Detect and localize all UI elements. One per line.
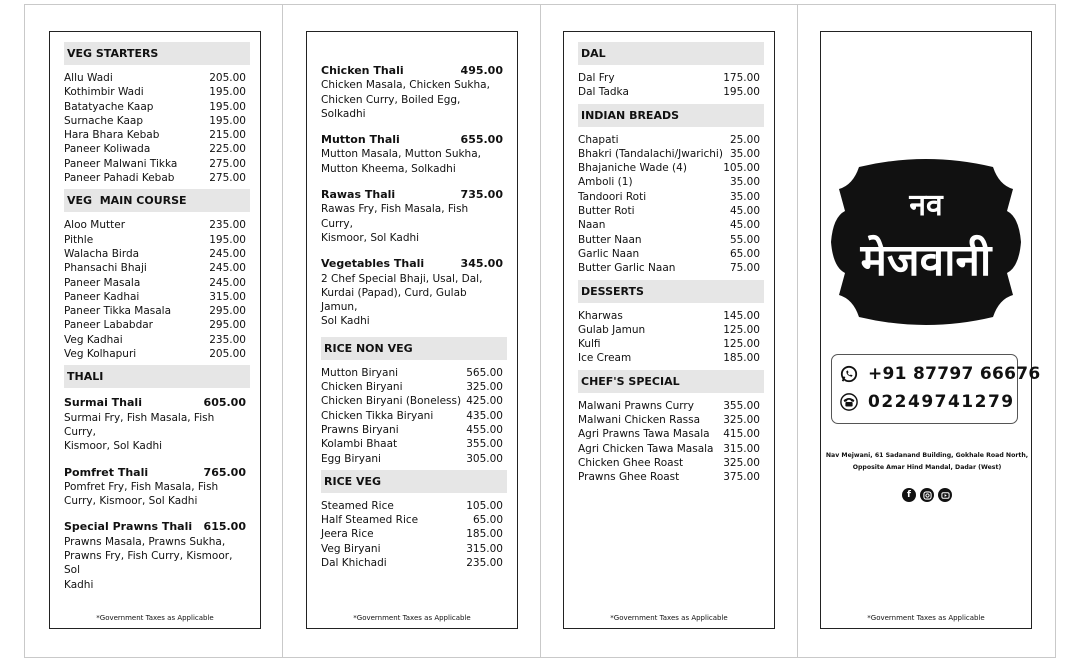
item-name: Paneer Pahadi Kebab [64, 172, 175, 185]
thali-name: Chicken Thali [321, 64, 404, 77]
menu-item [578, 442, 764, 456]
item-name: Kulfi [578, 338, 601, 351]
item-name: Paneer Masala [64, 276, 141, 289]
item-price: 315.00 [723, 442, 760, 455]
instagram-icon[interactable] [920, 488, 934, 502]
item-price: 125.00 [723, 338, 760, 351]
menu-item [321, 437, 507, 451]
menu-item [321, 499, 507, 513]
restaurant-address: Nav Mejwani, 61 Sadanand Building, Gokhale Road North, Opposite Amar Hind Mandal, Dadar (West) [825, 452, 1029, 471]
item-price: 295.00 [209, 305, 246, 318]
section-heading: INDIAN BREADS [578, 104, 764, 127]
menu-item [321, 452, 507, 466]
item-name: Batatyache Kaap [64, 100, 154, 113]
tax-note: *Government Taxes as Applicable [610, 614, 728, 622]
menu-item [578, 456, 764, 470]
tax-note: *Government Taxes as Applicable [353, 614, 471, 622]
menu-panel-2 [306, 31, 518, 629]
thali-description: Kismoor, Sol Kadhi [321, 231, 420, 244]
item-name: Agri Chicken Tawa Masala [578, 442, 714, 455]
item-price: 235.00 [209, 219, 246, 232]
thali-item [321, 188, 507, 245]
rice-non-veg-section [321, 337, 507, 466]
thali-name: Pomfret Thali [64, 465, 149, 479]
menu-item [578, 71, 764, 85]
item-price: 105.00 [466, 499, 503, 512]
landline-phone-row[interactable] [840, 392, 1015, 412]
item-name: Prawns Ghee Roast [578, 471, 680, 484]
item-price: 355.00 [723, 399, 760, 412]
item-price: 425.00 [466, 395, 503, 408]
thali-price: 655.00 [460, 133, 503, 147]
thali-price: 345.00 [460, 257, 503, 271]
item-name: Amboli (1) [578, 176, 633, 189]
thali-name: Special Prawns Thali [64, 520, 193, 534]
menu-item [64, 157, 250, 171]
mobile-number: +91 87797 66676 [868, 364, 1041, 384]
section-heading: VEG STARTERS [64, 42, 250, 65]
item-price: 35.00 [729, 190, 760, 203]
item-price: 35.00 [729, 147, 760, 160]
item-price: 455.00 [466, 423, 503, 436]
menu-item [321, 527, 507, 541]
item-price: 245.00 [209, 247, 246, 260]
contact-box [831, 354, 1041, 424]
thali-item [64, 466, 250, 509]
menu-item [578, 161, 764, 175]
item-price: 25.00 [729, 133, 760, 146]
item-name: Kolambi Bhaat [321, 438, 398, 451]
item-price: 145.00 [723, 309, 760, 322]
thali-description: Kismoor, Sol Kadhi [64, 440, 163, 453]
item-name: Veg Biryani [321, 542, 381, 555]
thali-price: 765.00 [203, 465, 246, 479]
thali-description: Kadhi [64, 578, 94, 591]
item-name: Butter Naan [578, 233, 642, 246]
item-name: Aloo Mutter [64, 219, 126, 232]
mobile-phone-row[interactable] [840, 364, 1041, 384]
item-price: 315.00 [466, 542, 503, 555]
menu-item [64, 233, 250, 247]
menu-item [578, 413, 764, 427]
thali-item [321, 64, 507, 121]
indian-breads-section [578, 104, 764, 276]
menu-item [321, 366, 507, 380]
thali-item [321, 257, 507, 328]
item-name: Hara Bhara Kebab [64, 129, 160, 142]
section-heading: CHEF'S SPECIAL [578, 370, 764, 393]
item-price: 195.00 [209, 233, 246, 246]
item-price: 55.00 [729, 233, 760, 246]
thali-item [321, 133, 507, 176]
menu-item [64, 85, 250, 99]
item-name: Paneer Koliwada [64, 143, 151, 156]
non-veg-thali-section [321, 64, 507, 329]
section-heading: DAL [578, 42, 764, 65]
item-price: 185.00 [723, 352, 760, 365]
item-name: Jeera Rice [321, 528, 374, 541]
item-name: Tandoori Roti [578, 190, 647, 203]
item-name: Veg Kolhapuri [64, 348, 137, 361]
thali-description: Sol Kadhi [321, 315, 370, 328]
thali-description: Kurdai (Papad), Curd, Gulab Jamun, [321, 286, 467, 314]
item-price: 185.00 [466, 528, 503, 541]
section-heading: RICE NON VEG [321, 337, 507, 360]
item-name: Chicken Biryani [321, 381, 403, 394]
item-name: Kharwas [578, 309, 623, 322]
menu-item [64, 247, 250, 261]
item-price: 225.00 [209, 143, 246, 156]
item-name: Butter Roti [578, 205, 635, 218]
thali-name: Vegetables Thali [321, 257, 425, 271]
item-price: 305.00 [466, 452, 503, 465]
item-name: Pithle [64, 233, 94, 246]
thali-name: Mutton Thali [321, 133, 400, 147]
menu-panel-1 [49, 31, 261, 629]
item-name: Bhakri (Tandalachi/Jwarichi) [578, 147, 723, 160]
menu-item [578, 470, 764, 484]
menu-item [578, 190, 764, 204]
menu-item [321, 423, 507, 437]
item-price: 45.00 [729, 205, 760, 218]
item-price: 245.00 [209, 262, 246, 275]
menu-item [321, 542, 507, 556]
fold-line [540, 4, 541, 658]
menu-item [64, 333, 250, 347]
menu-item [321, 409, 507, 423]
menu-panel-4 [820, 31, 1041, 629]
menu-item [578, 147, 764, 161]
item-name: Phansachi Bhaji [64, 262, 147, 275]
item-name: Bhajaniche Wade (4) [578, 162, 687, 175]
menu-item [578, 85, 764, 99]
thali-description: Rawas Fry, Fish Masala, Fish Curry, [321, 203, 469, 230]
thali-description: Prawns Masala, Prawns Sukha, [64, 535, 226, 548]
item-name: Paneer Malwani Tikka [64, 157, 178, 170]
menu-item [578, 261, 764, 275]
menu-item [578, 133, 764, 147]
menu-item [64, 318, 250, 332]
thali-description: Curry, Kismoor, Sol Kadhi [64, 495, 198, 508]
menu-item [321, 556, 507, 570]
item-price: 205.00 [209, 348, 246, 361]
menu-item [64, 128, 250, 142]
item-price: 75.00 [729, 262, 760, 275]
thali-section [64, 365, 250, 592]
item-price: 45.00 [729, 219, 760, 232]
item-name: Mutton Biryani [321, 366, 399, 379]
social-links [821, 488, 1033, 502]
section-heading: DESSERTS [578, 280, 764, 303]
item-price: 415.00 [723, 428, 760, 441]
item-price: 275.00 [209, 172, 246, 185]
item-price: 245.00 [209, 276, 246, 289]
item-name: Paneer Kadhai [64, 290, 140, 303]
veg-starters-section [64, 42, 250, 185]
menu-item [578, 323, 764, 337]
chefs-special-section [578, 370, 764, 485]
item-name: Malwani Chicken Rassa [578, 414, 701, 427]
item-price: 325.00 [723, 414, 760, 427]
menu-item [578, 399, 764, 413]
thali-item [64, 520, 250, 591]
item-name: Chicken Tikka Biryani [321, 409, 434, 422]
item-name: Garlic Naan [578, 247, 640, 260]
menu-item [578, 175, 764, 189]
facebook-icon[interactable]: f [902, 488, 916, 502]
item-name: Surnache Kaap [64, 114, 144, 127]
item-price: 105.00 [723, 162, 760, 175]
item-price: 195.00 [209, 114, 246, 127]
item-name: Dal Khichadi [321, 557, 387, 570]
menu-item [321, 394, 507, 408]
fold-line [282, 4, 283, 658]
item-name: Veg Kadhai [64, 333, 123, 346]
item-price: 195.00 [209, 86, 246, 99]
item-price: 235.00 [466, 557, 503, 570]
thali-description: Mutton Masala, Mutton Sukha, [321, 148, 481, 161]
item-name: Naan [578, 219, 606, 232]
youtube-icon[interactable] [938, 488, 952, 502]
item-name: Paneer Tikka Masala [64, 305, 172, 318]
menu-item [64, 171, 250, 185]
thali-description: Prawns Fry, Fish Curry, Kismoor, Sol [64, 550, 233, 577]
menu-item [64, 218, 250, 232]
item-price: 275.00 [209, 157, 246, 170]
section-heading: VEG MAIN COURSE [64, 189, 250, 212]
menu-panel-3 [563, 31, 775, 629]
item-price: 435.00 [466, 409, 503, 422]
menu-item [321, 380, 507, 394]
item-price: 355.00 [466, 438, 503, 451]
dal-section [578, 42, 764, 100]
tax-note: *Government Taxes as Applicable [867, 614, 985, 622]
item-price: 175.00 [723, 72, 760, 84]
item-price: 35.00 [729, 176, 760, 189]
menu-item [578, 337, 764, 351]
rice-veg-section [321, 470, 507, 570]
menu-item [64, 100, 250, 114]
item-name: Ice Cream [578, 352, 632, 365]
thali-price: 735.00 [460, 188, 503, 202]
item-price: 215.00 [209, 129, 246, 142]
restaurant-logo [831, 157, 1021, 327]
item-price: 125.00 [723, 323, 760, 336]
logo-text-line2: मेजवानी [860, 235, 992, 286]
thali-item [64, 396, 250, 453]
logo-text-line1: नव [909, 188, 943, 223]
menu-item [578, 233, 764, 247]
item-price: 295.00 [209, 319, 246, 332]
item-price: 325.00 [466, 381, 503, 394]
menu-item [64, 304, 250, 318]
thali-price: 605.00 [203, 396, 246, 410]
item-name: Walacha Birda [64, 247, 140, 260]
menu-item [64, 114, 250, 128]
veg-main-course-section [64, 189, 250, 361]
item-name: Prawns Biryani [321, 423, 399, 436]
menu-item [64, 276, 250, 290]
item-price: 565.00 [466, 366, 503, 379]
menu-item [578, 204, 764, 218]
thali-price: 495.00 [460, 64, 503, 77]
item-name: Half Steamed Rice [321, 514, 419, 527]
item-name: Gulab Jamun [578, 323, 646, 336]
thali-price: 615.00 [203, 520, 246, 534]
item-name: Butter Garlic Naan [578, 262, 676, 275]
item-name: Paneer Lababdar [64, 319, 153, 332]
item-price: 65.00 [472, 514, 503, 527]
fold-line [797, 4, 798, 658]
thali-description: Mutton Kheema, Solkadhi [321, 162, 456, 175]
menu-item [578, 309, 764, 323]
item-name: Dal Tadka [578, 86, 629, 99]
menu-item [321, 513, 507, 527]
telephone-icon [840, 393, 858, 411]
thali-name: Surmai Thali [64, 396, 142, 410]
item-price: 195.00 [723, 86, 760, 99]
item-price: 65.00 [729, 247, 760, 260]
item-price: 235.00 [209, 333, 246, 346]
tax-note: *Government Taxes as Applicable [96, 614, 214, 622]
item-name: Steamed Rice [321, 499, 394, 512]
menu-item [64, 142, 250, 156]
menu-item [578, 247, 764, 261]
menu-item [64, 71, 250, 85]
section-heading: THALI [64, 365, 250, 388]
item-name: Allu Wadi [64, 72, 113, 84]
item-price: 205.00 [209, 72, 246, 84]
item-price: 195.00 [209, 100, 246, 113]
thali-description: Surmai Fry, Fish Masala, Fish Curry, [64, 411, 215, 438]
menu-item [64, 347, 250, 361]
thali-description: Pomfret Fry, Fish Masala, Fish [64, 480, 219, 493]
thali-description: Chicken Curry, Boiled Egg, Solkadhi [321, 93, 461, 120]
menu-item [578, 218, 764, 232]
item-name: Egg Biryani [321, 452, 381, 465]
landline-number: 02249741279 [868, 392, 1015, 412]
menu-item [578, 351, 764, 365]
menu-item [64, 290, 250, 304]
item-name: Agri Prawns Tawa Masala [578, 428, 710, 441]
item-name: Kothimbir Wadi [64, 86, 144, 99]
section-heading: RICE VEG [321, 470, 507, 493]
menu-item [64, 261, 250, 275]
whatsapp-icon [840, 365, 858, 383]
item-price: 315.00 [209, 290, 246, 303]
item-name: Chapati [578, 133, 619, 146]
item-name: Dal Fry [578, 72, 615, 84]
thali-description: Chicken Masala, Chicken Sukha, [321, 79, 490, 92]
thali-description: 2 Chef Special Bhaji, Usal, Dal, [321, 272, 483, 285]
item-name: Malwani Prawns Curry [578, 399, 694, 412]
item-price: 325.00 [723, 456, 760, 469]
thali-name: Rawas Thali [321, 188, 396, 202]
item-price: 375.00 [723, 471, 760, 484]
item-name: Chicken Ghee Roast [578, 456, 684, 469]
menu-item [578, 427, 764, 441]
desserts-section [578, 280, 764, 366]
item-name: Chicken Biryani (Boneless) [321, 395, 462, 408]
